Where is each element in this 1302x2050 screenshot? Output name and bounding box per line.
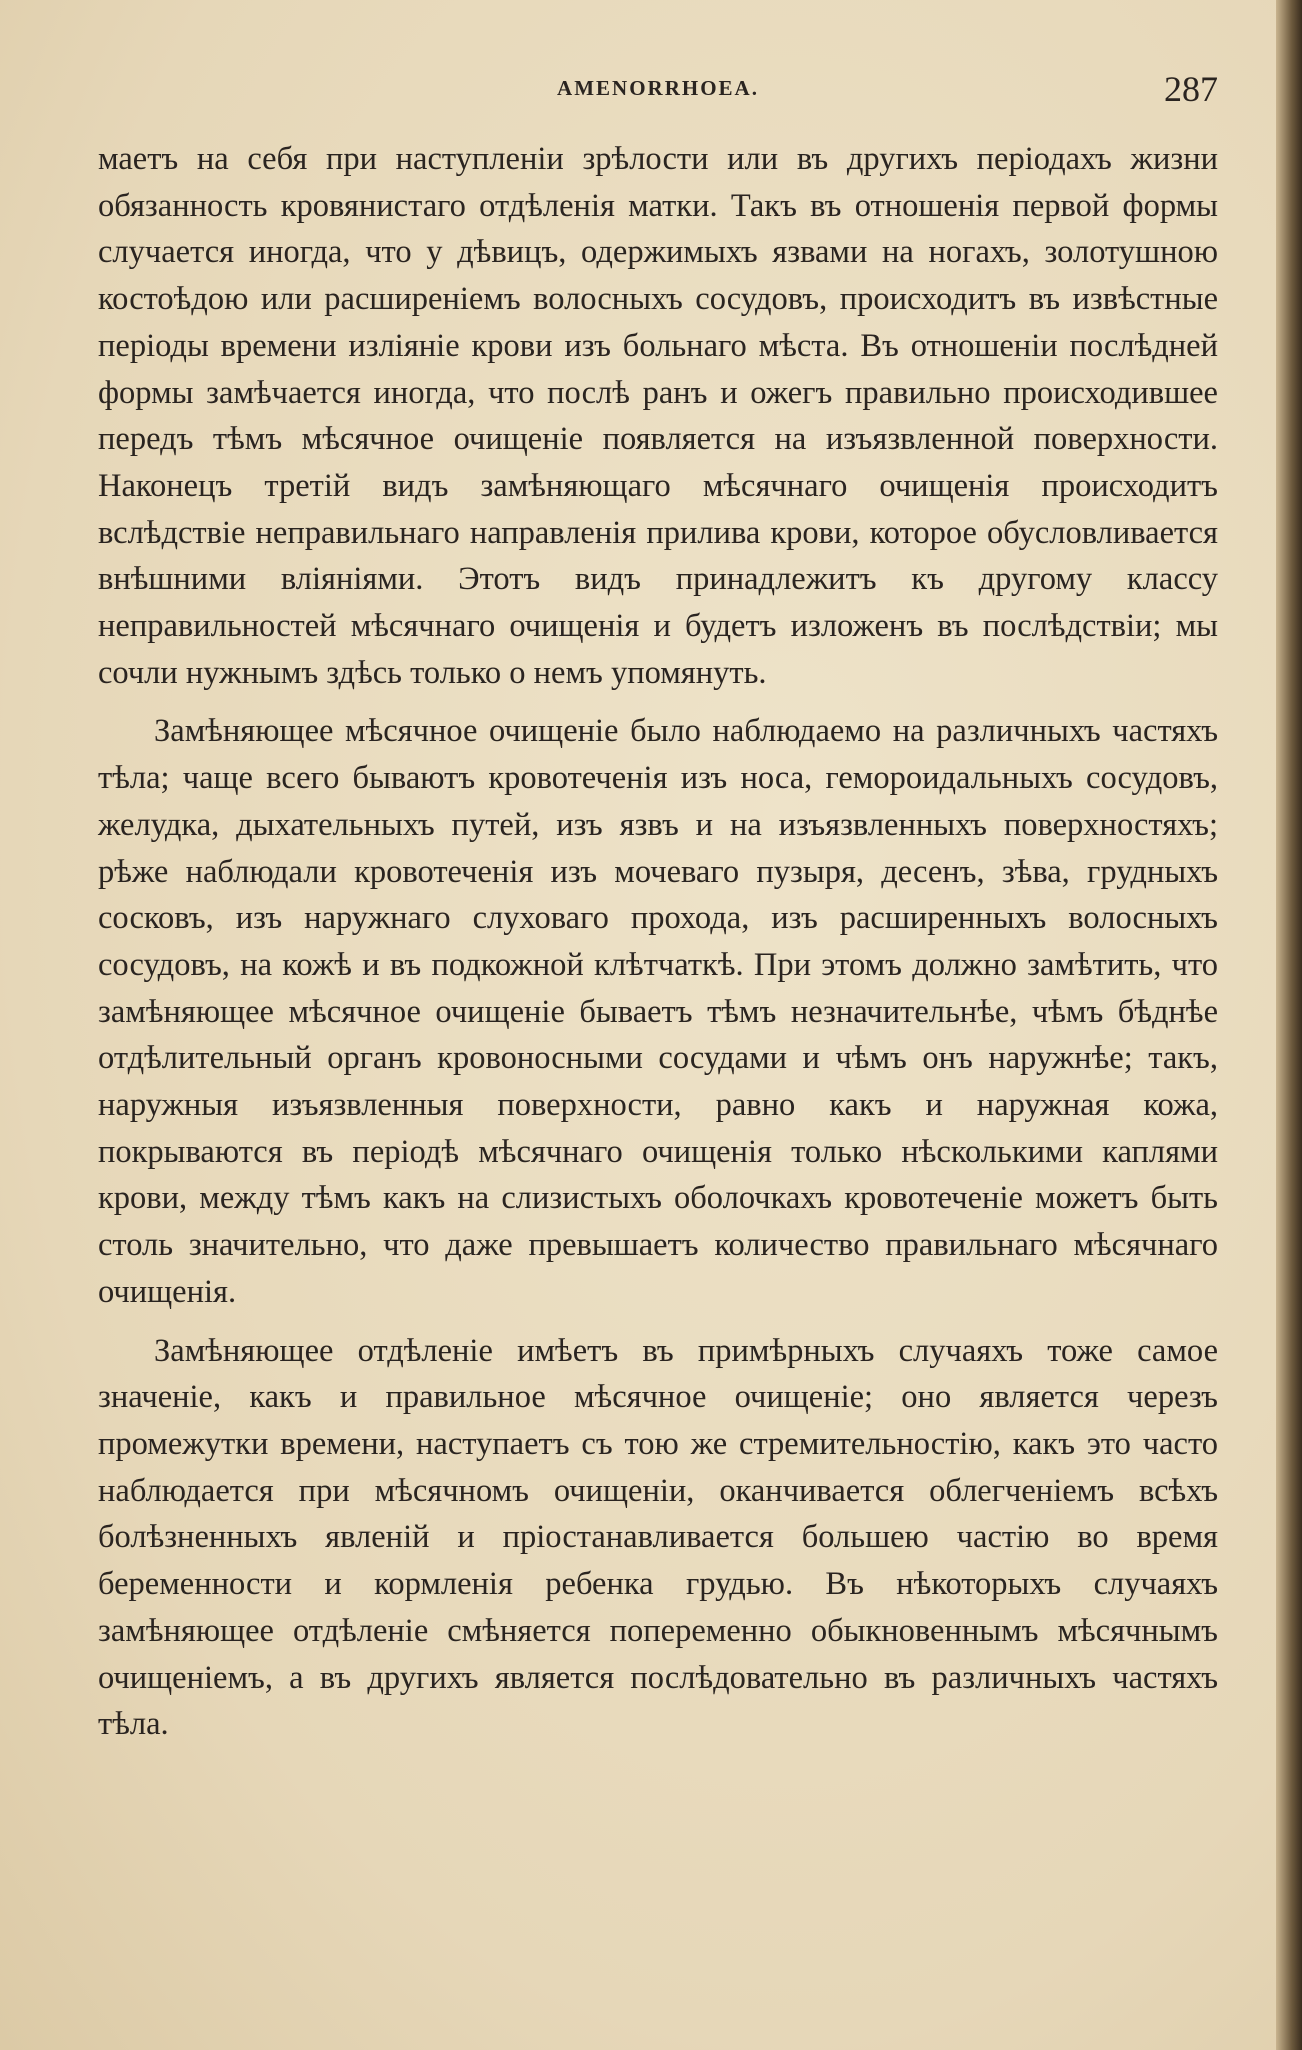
page-header — [98, 68, 1218, 108]
body-text — [98, 136, 1218, 1748]
running-title: AMENORRHOEA. — [557, 76, 759, 100]
page-spine-shadow — [1276, 0, 1302, 2050]
paragraph-1: маетъ на себя при наступленіи зрѣлости или въ другихъ періодахъ жизни обязанность кровянистаго отдѣленія матки. Такъ въ отношенія первой формы случается иногда, что у дѣвицъ, одержимыхъ язвами на ногахъ, золотушною костоѣдою или расширеніемъ волосныхъ сосудовъ, происходитъ въ извѣстные періоды времени изліяніе крови изъ больнаго мѣста. Въ отношеніи послѣдней формы замѣчается иногда, что послѣ ранъ и ожегъ правильно происходившее передъ тѣмъ мѣсячное очищеніе появляется на изъязвленной поверхности. Наконецъ третій видъ замѣняющаго мѣсячнаго очищенія происходитъ вслѣдствіе неправильнаго направленія прилива крови, которое обусловливается внѣшними вліяніями. Этотъ видъ принадлежитъ къ другому классу неправильностей мѣсячнаго очищенія и будетъ изложенъ въ послѣдствіи; мы сочли нужнымъ здѣсь только о немъ упомянуть. — [98, 141, 1218, 691]
paragraph-3: Замѣняющее отдѣленіе имѣетъ въ примѣрныхъ случаяхъ тоже самое значеніе, какъ и правильное мѣсячное очищеніе; оно является черезъ промежутки времени, наступаетъ съ тою же стремительностію, какъ это часто наблюдается при мѣсячномъ очищеніи, оканчивается облегченіемъ всѣхъ болѣзненныхъ явленій и пріостанавливается большею частію во время беременности и кормленія ребенка грудью. Въ нѣкоторыхъ случаяхъ замѣняющее отдѣленіе смѣняется попеременно обыкновеннымъ мѣсячнымъ очищеніемъ, а въ другихъ является послѣдовательно въ различныхъ частяхъ тѣла. — [98, 1332, 1218, 1743]
paragraph-2: Замѣняющее мѣсячное очищеніе было наблюдаемо на различныхъ частяхъ тѣла; чаще всего бываютъ кровотеченія изъ носа, гемороидальныхъ сосудовъ, желудка, дыхательныхъ путей, изъ язвъ и на изъязвленныхъ поверхностяхъ; рѣже наблюдали кровотеченія изъ мочеваго пузыря, десенъ, зѣва, грудныхъ сосковъ, изъ наружнаго слуховаго прохода, изъ расширенныхъ волосныхъ сосудовъ, на кожѣ и въ подкожной клѣтчаткѣ. При этомъ должно замѣтить, что замѣняющее мѣсячное очищеніе бываетъ тѣмъ незначительнѣе, чѣмъ бѣднѣе отдѣлительный органъ кровоносными сосудами и чѣмъ онъ наружнѣе; такъ, наружныя изъязвленныя поверхности, равно какъ и наружная кожа, покрываются въ періодѣ мѣсячнаго очищенія только нѣсколькими каплями крови, между тѣмъ какъ на слизистыхъ оболочкахъ кровотеченіе можетъ быть столь значительно, что даже превышаетъ количество правильнаго мѣсячнаго очищенія. — [98, 713, 1218, 1310]
page-number: 287 — [1164, 69, 1218, 109]
